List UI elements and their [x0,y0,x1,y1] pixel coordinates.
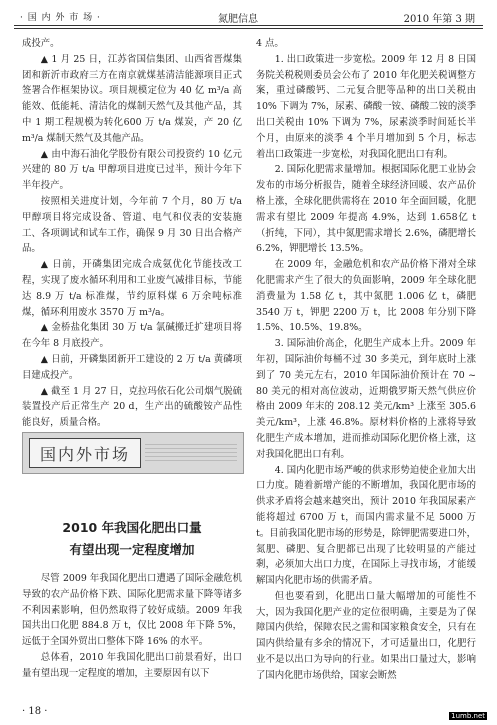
paragraph: 3. 国际油价高企，化肥生产成本上升。2009 年年初，国际油价每桶不过 30 多美元，到年底时上涨到了 70 美元左右，2010 年国际油价预计在 70 ~ 80 美元的相对高位波动，近期俄罗斯天然气供应价格由 2009 年末的 208.12 美元/km³ 上涨至 305.6 美元/km³，上涨 46.8%。原材料价格的上涨将导致化肥生产成本增加，进而推动国际化肥价格上涨，这对我国化肥出口有利。 [256,338,476,460]
section-banner [22,432,244,474]
article-title-line1: 2010 年我国化肥出口量 [62,520,202,535]
issue-label: 2010 年第 3 期 [403,14,475,25]
paragraph: ▲ 由中海石油化学股份有限公司投资约 10 亿元兴建的 80 万 t/a 甲醇项目进度已过半，预计今年下半年投产。 [22,148,242,192]
journal-name: 氮肥信息 [218,14,258,25]
paragraph: ▲ 日前，开磷集团完成合成氨优化节能技改工程，实现了废水循环利用和工业废气减排目标，节能达 8.9 万 t/a 标准煤，节约原料煤 6 万余吨标准煤，循环利用废水 3570 万 m³/a。 [22,259,242,318]
section-header-label: · 国 内 外 市 场 · [20,13,101,23]
paragraph: 1. 出口政策进一步宽松。2009 年 12 月 8 日国务院关税税则委员会公布了 2010 年化肥关税调整方案，重过磷酸钙、二元复合肥等品种的出口关税由 10% 下调为 7%，尿素、磷酸一铵、磷酸二铵的淡季出口关税由 10% 下调为 7%，尿素淡季时间延长半个月，由原来的淡季 4 个半月增加到 5 个月，标志着出口政策进一步宽松，对我国化肥出口有利。 [256,53,476,160]
watermark: 1umb.net [451,712,485,720]
paragraph: 按照相关进度计划，今年前 7 个月，80 万 t/a 甲醇项目将完成设备、管道、电气和仪表的安装施工、各项调试和试车工作，确保 9 月 30 日出合格产品。 [22,195,242,255]
page-header [0,0,497,30]
left-column [22,36,242,431]
section-banner-label: 国内外市场 [29,438,141,468]
paragraph: 4. 国内化肥市场严峻的供求形势迫使企业加大出口力度。随着新增产能的不断增加，我国化肥市场的供求矛盾将会越来越突出，预计 2010 年我国尿素产能将超过 6700 万 t，而国内需求量不足 5000 万 t。目前我国化肥市场的形势是，除钾肥需要进口外，氮肥、磷肥、复合肥都已出现了比较明显的产能过剩，必须加大出口力度，在国际上寻找市场，才能缓解国内化肥市场的供需矛盾。 [256,464,476,587]
paragraph: 4 点。 [256,38,284,49]
paragraph: ▲ 日前，开磷集团新开工建设的 2 万 t/a 黄磷项目建成投产。 [22,353,242,381]
header-rule [14,25,483,26]
paragraph: 尽管 2009 年我国化肥出口遭遇了国际金融危机导致的农产品价格下跌、国际化肥需求量下降等诸多不利因素影响，但仍然取得了较好成绩。2009 年我国共出口化肥 884.8 万 t，仅比 2008 年下降 5%，远低于全国外贸出口整体下降 16% 的水平。 [22,573,242,648]
header-rule-thin [14,28,483,29]
paragraph: 但也要看到，化肥出口量大幅增加的可能性不大，因为我国化肥产业的定位很明确，主要是为了保障国内供给，保障农民之需和国家粮食安全，只有在国内供给量有多余的情况下，才可适量出口，化肥行业不是以出口为导向的行业。如果出口量过大，影响了国内化肥市场供给，国家会断然 [256,590,476,681]
article-title-line2: 有望出现一定程度增加 [69,542,195,557]
paragraph: ▲ 金桥盐化集团 30 万 t/a 氯碱搬迁扩建项目将在今年 8 月底投产。 [22,322,242,350]
page-number: · 18 · [22,706,48,717]
right-column [256,36,476,684]
paragraph: 总体看，2010 年我国化肥出口前景看好，出口量有望出现一定程度的增加，主要原因有以下 [22,651,242,679]
paragraph: 在 2009 年，金融危机和农产品价格下滑对全球化肥需求产生了很大的负面影响，2009 年全球化肥消费量为 1.58 亿 t，其中氮肥 1.006 亿 t，磷肥 3540 万 t，钾肥 2200 万 t，比 2008 年分别下降 1.5%、10.5%、19.8%。 [256,259,476,334]
paragraph: ▲ 截至 1 月 27 日，克拉玛依石化公司烟气脱硫装置投产后正常生产 20 d，生产出的硫酸铵产品性能良好，质量合格。 [22,385,242,429]
section-banner-decoration [145,443,237,461]
paragraph: ▲ 1 月 25 日，江苏省国信集团、山西省晋煤集团和新沂市政府三方在南京就煤基清洁能源项目正式签署合作框架协议。项目规模定位为 40 亿 m³/a 高能效、低能耗、清洁化的煤制天然气及其他产品，其中 1 期工程规模为转化600 万 t/a 煤炭，产 20 亿 m³/a 煤制天然气及其他产品。 [22,53,242,144]
paragraph: 成投产。 [22,38,60,49]
article-body [22,571,242,682]
paragraph: 2. 国际化肥需求量增加。根据国际化肥工业协会发布的市场分析报告，随着全球经济回暖、农产品价格上涨，全球化肥供需将在 2010 年全面回暖，化肥需求有望比 2009 年提高 4.9%，达到 1.658亿 t（折纯，下同），其中氮肥需求增长 2.6%，磷肥增长 6.2%，钾肥增长 13.5%。 [256,164,476,255]
